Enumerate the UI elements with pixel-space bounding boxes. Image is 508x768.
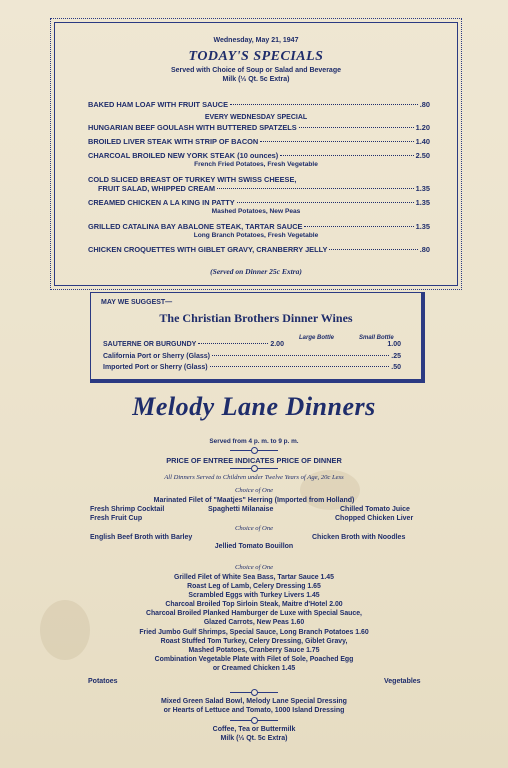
leader-dots	[260, 141, 413, 142]
special-item-name: COLD SLICED BREAST OF TURKEY WITH SWISS CHEESE,	[88, 175, 297, 184]
special-item	[88, 198, 430, 207]
special-item-name: BROILED LIVER STEAK WITH STRIP OF BACON	[88, 137, 259, 146]
special-item	[88, 123, 430, 132]
beverage-line-1: Coffee, Tea or Buttermilk	[212, 726, 296, 733]
choice-label: Choice of One	[234, 487, 274, 494]
leader-dots	[210, 366, 390, 367]
specials-box	[54, 22, 458, 286]
special-item	[88, 151, 430, 160]
special-item-name: GRILLED CATALINA BAY ABALONE STEAK, TARTAR SAUCE	[88, 222, 303, 231]
leader-dots	[217, 188, 414, 189]
wine-small-price: 1.00	[387, 341, 401, 348]
special-item	[88, 137, 430, 146]
leader-dots	[230, 104, 418, 105]
appetizer-herring: Marinated Filet of "Maatjes" Herring (Imported from Holland)	[153, 497, 355, 504]
entree-line: Glazed Carrots, New Peas 1.60	[203, 619, 305, 627]
special-item-price: .80	[419, 100, 430, 109]
entree-line: Combination Vegetable Plate with Filet of Sole, Poached Egg	[154, 655, 354, 663]
appetizer-tomato-juice: Chilled Tomato Juice	[340, 506, 410, 513]
special-item-line1	[88, 175, 430, 184]
leader-dots	[198, 343, 268, 344]
leader-dots	[329, 249, 417, 250]
specials-served-with: Served with Choice of Soup or Salad and Beverage	[171, 67, 341, 74]
leader-dots	[212, 355, 389, 356]
entree-line: Grilled Filet of White Sea Bass, Tartar Sauce 1.45	[174, 574, 334, 581]
wine-name: California Port or Sherry (Glass)	[103, 353, 210, 360]
entree-line: Mashed Potatoes, Cranberry Sauce 1.75	[188, 646, 320, 654]
special-item-price: 1.35	[415, 184, 430, 193]
special-item-name: CREAMED CHICKEN A LA KING IN PATTY	[88, 198, 235, 207]
special-item	[88, 184, 430, 193]
special-item-name: FRUIT SALAD, WHIPPED CREAM	[98, 184, 216, 193]
ornament-divider	[230, 448, 278, 452]
entree-line: Fried Jumbo Gulf Shrimps, Special Sauce, Long Branch Potatoes 1.60	[139, 628, 369, 636]
salad-line-1: Mixed Green Salad Bowl, Melody Lane Special Dressing	[161, 698, 347, 705]
wine-title: The Christian Brothers Dinner Wines	[159, 311, 353, 325]
dinners-title: Melody Lane Dinners	[132, 392, 376, 421]
leader-dots	[299, 127, 414, 128]
special-item-price: 2.50	[415, 151, 430, 160]
leader-dots	[237, 202, 414, 203]
beverage-line-2: Milk (⅓ Qt. 5c Extra)	[220, 735, 288, 742]
choice-label: Choice of One	[234, 525, 274, 532]
special-item-price: 1.35	[415, 198, 430, 207]
special-item-name: BAKED HAM LOAF WITH FRUIT SAUCE	[88, 100, 228, 109]
special-item-price: .80	[419, 245, 430, 254]
may-we-suggest: MAY WE SUGGEST—	[101, 299, 173, 306]
children-note: All Dinners Served to Children under Twelve Years of Age, 20c Less	[164, 474, 344, 481]
small-bottle-header: Small Bottle	[359, 335, 394, 341]
wine-row	[103, 353, 401, 360]
soup-bouillon: Jellied Tomato Bouillon	[214, 543, 294, 550]
special-item-price: 1.40	[415, 137, 430, 146]
salad-line-2: or Hearts of Lettuce and Tomato, 1000 Island Dressing	[163, 707, 345, 714]
special-item-sides: French Fried Potatoes, Fresh Vegetable	[194, 161, 318, 168]
wine-row	[103, 341, 401, 348]
dinner-hours: Served from 4 p. m. to 9 p. m.	[209, 438, 299, 445]
appetizer-fruit-cup: Fresh Fruit Cup	[90, 515, 143, 522]
wednesday-special-label: EVERY WEDNESDAY SPECIAL	[204, 114, 308, 121]
leader-dots	[280, 155, 413, 156]
price-note: PRICE OF ENTREE INDICATES PRICE OF DINNER	[166, 456, 342, 465]
ornament-divider	[230, 466, 278, 470]
wine-name: Imported Port or Sherry (Glass)	[103, 364, 208, 371]
wine-price: .25	[391, 353, 401, 360]
served-on-dinner-note: (Served on Dinner 25c Extra)	[210, 267, 302, 276]
appetizer-shrimp: Fresh Shrimp Cocktail	[90, 506, 165, 513]
wine-price: .50	[391, 364, 401, 371]
wine-box	[90, 292, 425, 383]
wine-large-price: 2.00	[270, 341, 284, 348]
vegetables-label: Vegetables	[384, 678, 421, 685]
special-item-name: CHICKEN CROQUETTES WITH GIBLET GRAVY, CRANBERRY JELLY	[88, 245, 328, 254]
wine-name: SAUTERNE OR BURGUNDY	[103, 341, 197, 348]
soup-chicken-broth: Chicken Broth with Noodles	[312, 534, 406, 541]
entree-list	[0, 573, 508, 673]
specials-date: Wednesday, May 21, 1947	[213, 37, 299, 44]
specials-title: TODAY'S SPECIALS	[188, 49, 324, 64]
potatoes-label: Potatoes	[88, 678, 118, 685]
large-bottle-header: Large Bottle	[299, 335, 335, 341]
ornament-divider	[230, 718, 278, 722]
special-item-name: HUNGARIAN BEEF GOULASH WITH BUTTERED SPATZELS	[88, 123, 297, 132]
entree-line: Roast Stuffed Tom Turkey, Celery Dressing, Giblet Gravy,	[160, 637, 348, 645]
wine-row	[103, 364, 401, 371]
special-item	[88, 245, 430, 254]
special-item-sides: Mashed Potatoes, New Peas	[211, 208, 301, 215]
entree-line: Scrambled Eggs with Turkey Livers 1.45	[188, 592, 320, 600]
special-item	[88, 222, 430, 231]
choice-label: Choice of One	[234, 564, 274, 571]
leader-dots	[304, 226, 413, 227]
entree-line: or Creamed Chicken 1.45	[212, 664, 296, 672]
entree-line: Charcoal Broiled Planked Hamburger de Luxe with Special Sauce,	[146, 610, 362, 618]
entree-line: Roast Leg of Lamb, Celery Dressing 1.65	[187, 583, 321, 591]
appetizer-chicken-liver: Chopped Chicken Liver	[335, 515, 414, 522]
special-item	[88, 100, 430, 109]
appetizer-spaghetti: Spaghetti Milanaise	[208, 506, 274, 513]
special-item-name: CHARCOAL BROILED NEW YORK STEAK (10 ounces)	[88, 151, 279, 160]
special-item-sides: Long Branch Potatoes, Fresh Vegetable	[193, 232, 319, 239]
special-item-price: 1.35	[415, 222, 430, 231]
entree-line: Charcoal Broiled Top Sirloin Steak, Maitre d'Hotel 2.00	[165, 601, 343, 609]
special-item-price: 1.20	[415, 123, 430, 132]
ornament-divider	[230, 690, 278, 694]
soup-beef-broth: English Beef Broth with Barley	[90, 534, 193, 541]
specials-milk-note: Milk (⅓ Qt. 5c Extra)	[222, 76, 290, 83]
